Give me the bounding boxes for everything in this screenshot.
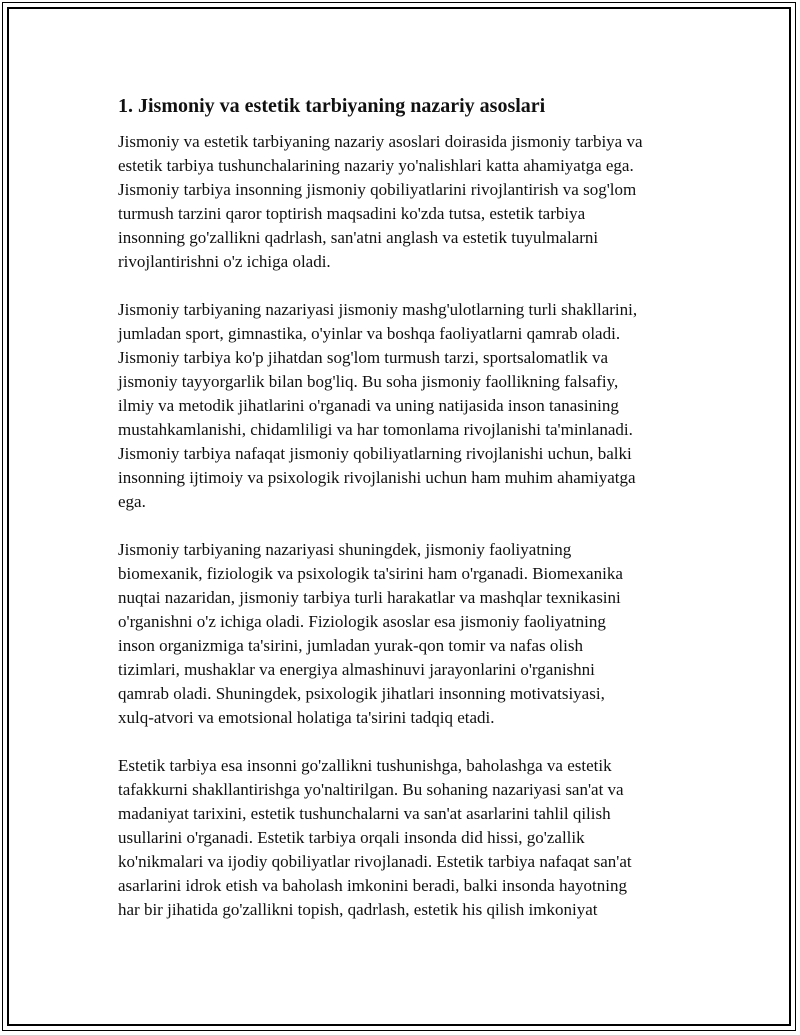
- paragraph-2: [118, 298, 688, 514]
- text-line: qamrab oladi. Shuningdek, psixologik jihatlari insonning motivatsiyasi,: [118, 684, 605, 703]
- text-line: insonning ijtimoiy va psixologik rivojlanishi uchun ham muhim ahamiyatga: [118, 468, 636, 487]
- text-line: jismoniy tayyorgarlik bilan bog'liq. Bu soha jismoniy faollikning falsafiy,: [118, 372, 619, 391]
- text-line: o'rganishni o'z ichiga oladi. Fiziologik asoslar esa jismoniy faoliyatning: [118, 612, 606, 631]
- text-line: turmush tarzini qaror toptirish maqsadini ko'zda tutsa, estetik tarbiya: [118, 204, 586, 223]
- text-line: insonning go'zallikni qadrlash, san'atni anglash va estetik tuyulmalarni: [118, 228, 599, 247]
- text-line: jumladan sport, gimnastika, o'yinlar va boshqa faoliyatlarni qamrab oladi.: [118, 324, 621, 343]
- text-line: Jismoniy tarbiyaning nazariyasi jismoniy mashg'ulotlarning turli shakllarini,: [118, 300, 638, 319]
- text-line: ilmiy va metodik jihatlarini o'rganadi va uning natijasida inson tanasining: [118, 396, 619, 415]
- document-body: [118, 94, 688, 946]
- text-line: ega.: [118, 492, 146, 511]
- section-heading: 1. Jismoniy va estetik tarbiyaning nazariy asoslari: [118, 95, 546, 117]
- text-line: Jismoniy tarbiya nafaqat jismoniy qobiliyatlarning rivojlanishi uchun, balki: [118, 444, 632, 463]
- paragraph-4: [118, 754, 688, 922]
- text-line: mustahkamlanishi, chidamliligi va har tomonlama rivojlanishi ta'minlanadi.: [118, 420, 633, 439]
- text-line: nuqtai nazaridan, jismoniy tarbiya turli harakatlar va mashqlar texnikasini: [118, 588, 621, 607]
- text-line: tizimlari, mushaklar va energiya almashinuvi jarayonlarini o'rganishni: [118, 660, 595, 679]
- text-line: asarlarini idrok etish va baholash imkonini beradi, balki insonda hayotning: [118, 876, 627, 895]
- text-line: estetik tarbiya tushunchalarining nazariy yo'nalishlari katta ahamiyatga ega.: [118, 156, 634, 175]
- text-line: ko'nikmalari va ijodiy qobiliyatlar rivojlanadi. Estetik tarbiya nafaqat san'at: [118, 852, 632, 871]
- text-line: rivojlantirishni o'z ichiga oladi.: [118, 252, 331, 271]
- paragraph-1: [118, 130, 688, 274]
- text-line: xulq-atvori va emotsional holatiga ta'sirini tadqiq etadi.: [118, 708, 495, 727]
- text-line: madaniyat tarixini, estetik tushunchalarni va san'at asarlarini tahlil qilish: [118, 804, 611, 823]
- text-line: Jismoniy tarbiya insonning jismoniy qobiliyatlarini rivojlantirish va sog'lom: [118, 180, 637, 199]
- text-line: Jismoniy va estetik tarbiyaning nazariy asoslari doirasida jismoniy tarbiya va: [118, 132, 643, 151]
- text-line: har bir jihatida go'zallikni topish, qadrlash, estetik his qilish imkoniyat: [118, 900, 598, 919]
- text-line: inson organizmiga ta'sirini, jumladan yurak-qon tomir va nafas olish: [118, 636, 583, 655]
- text-line: tafakkurni shakllantirishga yo'naltirilgan. Bu sohaning nazariyasi san'at va: [118, 780, 624, 799]
- text-line: biomexanik, fiziologik va psixologik ta'sirini ham o'rganadi. Biomexanika: [118, 564, 623, 583]
- paragraph-3: [118, 538, 688, 730]
- text-line: Estetik tarbiya esa insonni go'zallikni tushunishga, baholashga va estetik: [118, 756, 612, 775]
- text-line: Jismoniy tarbiya ko'p jihatdan sog'lom turmush tarzi, sportsalomatlik va: [118, 348, 609, 367]
- text-line: Jismoniy tarbiyaning nazariyasi shuningdek, jismoniy faoliyatning: [118, 540, 572, 559]
- text-line: usullarini o'rganadi. Estetik tarbiya orqali insonda did hissi, go'zallik: [118, 828, 585, 847]
